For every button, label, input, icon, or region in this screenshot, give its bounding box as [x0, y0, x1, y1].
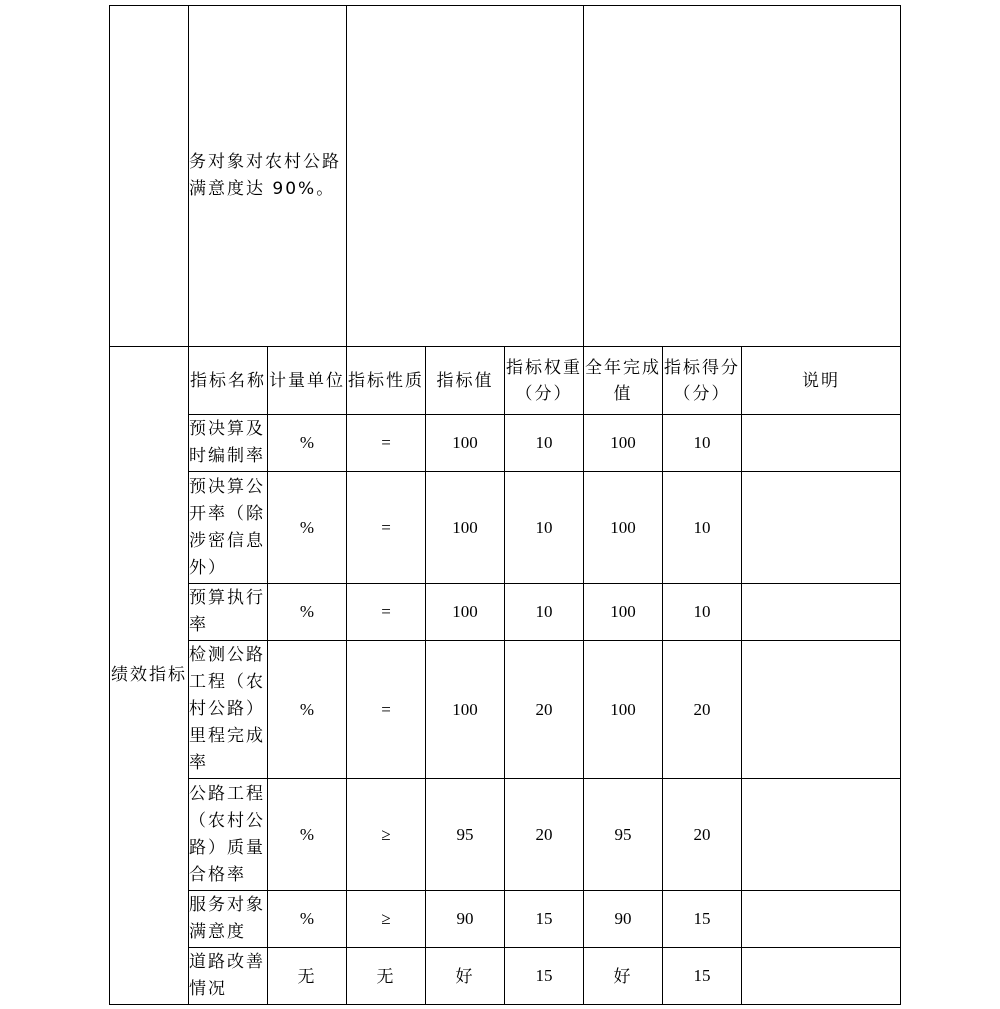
header-actual: 全年完成值	[584, 347, 663, 415]
weight-cell: 15	[505, 891, 584, 948]
indicator-name: 公路工程（农村公路）质量合格率	[189, 779, 268, 891]
weight-cell: 20	[505, 779, 584, 891]
header-note: 说明	[742, 347, 901, 415]
nature-cell: ≥	[347, 779, 426, 891]
table-row	[110, 891, 901, 948]
unit-cell: %	[268, 891, 347, 948]
note-cell	[742, 584, 901, 641]
weight-cell: 10	[505, 584, 584, 641]
objective-text: 务对象对农村公路满意度达 90%。	[189, 6, 347, 347]
actual-cell: 好	[584, 948, 663, 1005]
table-row	[110, 641, 901, 779]
score-cell: 15	[663, 891, 742, 948]
weight-cell: 10	[505, 415, 584, 472]
unit-cell: %	[268, 472, 347, 584]
note-cell	[742, 415, 901, 472]
header-name: 指标名称	[189, 347, 268, 415]
weight-cell: 10	[505, 472, 584, 584]
value-cell: 100	[426, 641, 505, 779]
note-cell	[742, 472, 901, 584]
indicator-name: 预决算及时编制率	[189, 415, 268, 472]
indicator-name: 道路改善情况	[189, 948, 268, 1005]
unit-cell: %	[268, 641, 347, 779]
table-row	[110, 472, 901, 584]
header-row	[110, 347, 901, 415]
header-value: 指标值	[426, 347, 505, 415]
note-cell	[742, 641, 901, 779]
actual-cell: 95	[584, 779, 663, 891]
actual-cell: 90	[584, 891, 663, 948]
objective-row	[110, 6, 901, 347]
header-unit: 计量单位	[268, 347, 347, 415]
note-cell	[742, 891, 901, 948]
performance-table	[109, 5, 901, 1005]
empty-cell	[584, 6, 901, 347]
nature-cell: =	[347, 472, 426, 584]
table-row	[110, 779, 901, 891]
table-row	[110, 948, 901, 1005]
value-cell: 90	[426, 891, 505, 948]
header-weight: 指标权重（分）	[505, 347, 584, 415]
indicator-name: 检测公路工程（农村公路）里程完成率	[189, 641, 268, 779]
nature-cell: 无	[347, 948, 426, 1005]
indicator-name: 预决算公开率（除涉密信息外）	[189, 472, 268, 584]
note-cell	[742, 948, 901, 1005]
indicator-name: 预算执行率	[189, 584, 268, 641]
actual-cell: 100	[584, 415, 663, 472]
score-cell: 20	[663, 779, 742, 891]
actual-cell: 100	[584, 472, 663, 584]
score-cell: 20	[663, 641, 742, 779]
actual-cell: 100	[584, 641, 663, 779]
nature-cell: =	[347, 641, 426, 779]
value-cell: 95	[426, 779, 505, 891]
value-cell: 好	[426, 948, 505, 1005]
unit-cell: 无	[268, 948, 347, 1005]
weight-cell: 15	[505, 948, 584, 1005]
score-cell: 10	[663, 584, 742, 641]
indicator-name: 服务对象满意度	[189, 891, 268, 948]
table-row	[110, 415, 901, 472]
note-cell	[742, 779, 901, 891]
unit-cell: %	[268, 415, 347, 472]
side-label: 绩效指标	[110, 347, 189, 1005]
value-cell: 100	[426, 415, 505, 472]
unit-cell: %	[268, 584, 347, 641]
weight-cell: 20	[505, 641, 584, 779]
nature-cell: =	[347, 584, 426, 641]
unit-cell: %	[268, 779, 347, 891]
table-row	[110, 584, 901, 641]
header-nature: 指标性质	[347, 347, 426, 415]
actual-cell: 100	[584, 584, 663, 641]
value-cell: 100	[426, 472, 505, 584]
score-cell: 10	[663, 415, 742, 472]
score-cell: 10	[663, 472, 742, 584]
nature-cell: =	[347, 415, 426, 472]
empty-cell	[347, 6, 584, 347]
score-cell: 15	[663, 948, 742, 1005]
value-cell: 100	[426, 584, 505, 641]
empty-side-cell	[110, 6, 189, 347]
nature-cell: ≥	[347, 891, 426, 948]
header-score: 指标得分（分）	[663, 347, 742, 415]
